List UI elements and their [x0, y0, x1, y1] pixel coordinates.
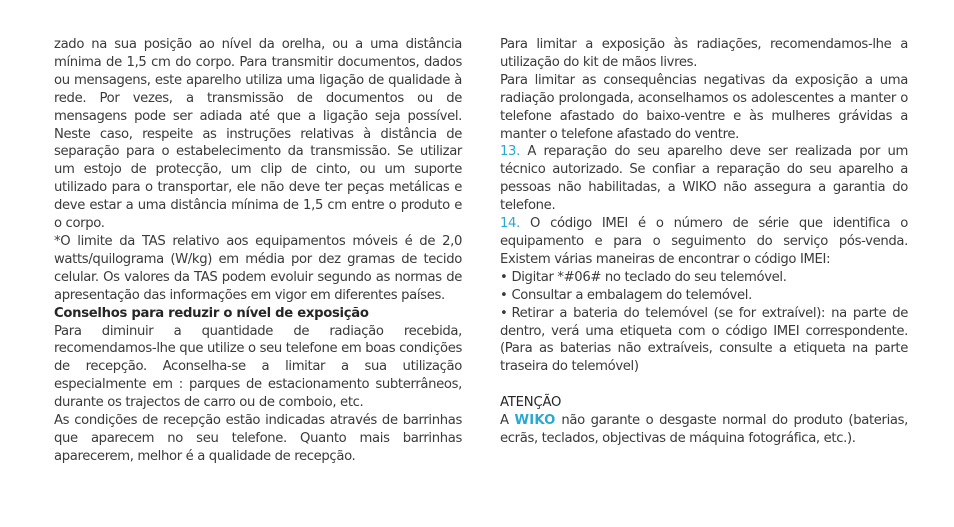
bullet-icon: •	[500, 287, 508, 303]
sar-distance-paragraph: zado na sua posição ao nível da orelha, ou a uma distância mínima de 1,5 cm do corpo. Para transmitir documentos, dados ou mensagens, este aparelho utiliza uma ligação de qualidade à rede. Por vezes, a transmissão de documentos ou de mensagens pode ser adiada até que a ligação seja possível. Neste caso, respeite as instruções relativas à distância de separação para o estabelecimento da transmissão. Se utilizar um estojo de protecção, um clip de cinto, ou um suporte utilizado para o transportar, ele não deve ter peças metálicas e deve estar a uma distância mínima de 1,5 cm entre o produto e o corpo.	[54, 37, 462, 232]
item-number-13: 13.	[500, 144, 520, 160]
item-number-14: 14.	[500, 216, 520, 232]
attention-paragraph	[500, 412, 908, 448]
sar-limit-paragraph: *O limite da TAS relativo aos equipamentos móveis é de 2,0 watts/quilograma (W/kg) em média por dez gramas de tecido celular. Os valores da TAS podem evoluir segundo as normas de apresentação das informações em vigor em diferentes países.	[54, 233, 462, 303]
bullet-icon: •	[500, 269, 508, 285]
wiko-brand: WIKO	[514, 413, 556, 429]
attention-text: não garante o desgaste normal do produto (baterias, ecrãs, teclados, objectivas de máquina fotográfica, etc.).	[500, 413, 909, 446]
signal-bars-paragraph: As condições de recepção estão indicadas através de barrinhas que aparecem no seu telefone. Quanto mais barrinhas aparecerem, melhor é a qualidade de recepção.	[54, 413, 462, 464]
imei-item-text: O código IMEI é o número de série que identifica o equipamento e para o seguimento do serviço pós-venda. Existem várias maneiras de encontrar o código IMEI:	[500, 216, 908, 267]
bullet-text: Consultar a embalagem do telemóvel.	[511, 287, 752, 303]
repair-item-text: A reparação do seu aparelho deve ser realizada por um técnico autorizado. Se confiar a reparação do seu aparelho a pessoas não habilitadas, a WIKO não assegura a garantia do telefone.	[500, 144, 908, 214]
prolonged-exposure-paragraph: Para limitar as consequências negativas da exposição a uma radiação prolongada, aconselhamos os adolescentes a manter o telefone afastado do baixo-ventre e às mulheres grávidas a manter o telefone afastado do ventre.	[500, 72, 908, 142]
attention-title: ATENÇÃO	[500, 395, 562, 411]
left-column	[54, 36, 462, 466]
right-column	[500, 36, 908, 448]
bullet-icon: •	[500, 305, 508, 321]
section-spacer	[500, 376, 908, 394]
bullet-text: Retirar a bateria do telemóvel (se for extraível): na parte de dentro, verá uma etiqueta com o código IMEI correspondente. (Para as baterias não extraíveis, consulte a etiqueta na parte traseira do telemóvel)	[500, 305, 908, 375]
hands-free-paragraph: Para limitar a exposição às radiações, recomendamos-lhe a utilização do kit de mãos livres.	[500, 37, 908, 70]
repair-item	[500, 143, 908, 215]
imei-bullet-3	[500, 305, 908, 377]
exposure-advice-heading: Conselhos para reduzir o nível de exposição	[54, 305, 369, 321]
bullet-text: Digitar *#06# no teclado do seu telemóvel.	[511, 269, 787, 285]
imei-bullet-1	[500, 269, 908, 287]
imei-item	[500, 215, 908, 269]
reception-advice-paragraph: Para diminuir a quantidade de radiação recebida, recomendamos-lhe que utilize o seu telefone em boas condições de recepção. Aconselha-se a limitar a sua utilização especialmente em : parques de estacionamento subterrâneos, durante os trajectos de carro ou de comboio, etc.	[54, 323, 462, 411]
attention-prefix: A	[500, 413, 509, 429]
imei-bullet-2	[500, 287, 908, 305]
